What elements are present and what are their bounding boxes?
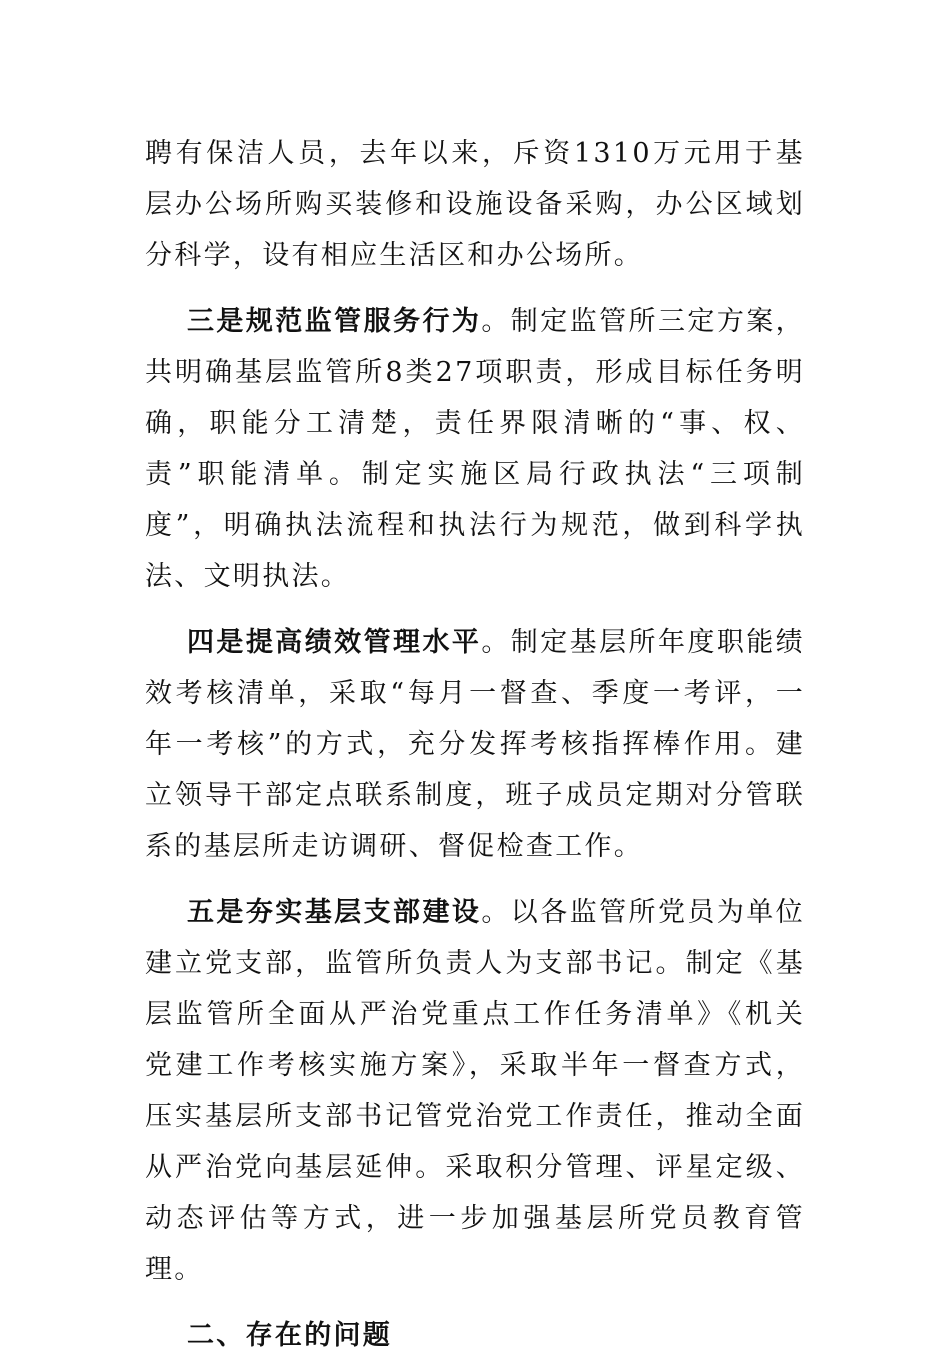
paragraph-lead: 四是提高绩效管理水平 (187, 627, 482, 658)
paragraph-regulate-services (145, 296, 805, 602)
paragraph-performance-management (145, 617, 805, 872)
paragraph-body: 。制定监管所三定方案，共明确基层监管所8类27项职责，形成目标任务明确，职能分工清楚，责任界限清晰的“事、权、责”职能清单。制定实施区局行政执法“三项制度”，明确执法流程和执法行为规范，做到科学执法、文明执法。 (145, 306, 805, 592)
paragraph-party-branch (145, 887, 805, 1295)
section-heading: 二、存在的问题 (187, 1320, 393, 1351)
paragraph-body: 聘有保洁人员，去年以来，斥资1310万元用于基层办公场所购买装修和设施设备采购，办公区域划分科学，设有相应生活区和办公场所。 (145, 138, 805, 271)
paragraph-body: 。制定基层所年度职能绩效考核清单，采取“每月一督查、季度一考评，一年一考核”的方式，充分发挥考核指挥棒作用。建立领导干部定点联系制度，班子成员定期对分管联系的基层所走访调研、督促检查工作。 (145, 627, 805, 862)
paragraph-body: 。以各监管所党员为单位建立党支部，监管所负责人为支部书记。制定《基层监管所全面从严治党重点工作任务清单》《机关党建工作考核实施方案》，采取半年一督查方式，压实基层所支部书记管党治党工作责任，推动全面从严治党向基层延伸。采取积分管理、评星定级、动态评估等方式，进一步加强基层所党员教育管理。 (145, 897, 805, 1285)
paragraph-facilities (145, 128, 805, 281)
document-body (145, 128, 805, 1361)
paragraph-lead: 五是夯实基层支部建设 (187, 897, 482, 928)
paragraph-lead: 三是规范监管服务行为 (187, 306, 482, 337)
